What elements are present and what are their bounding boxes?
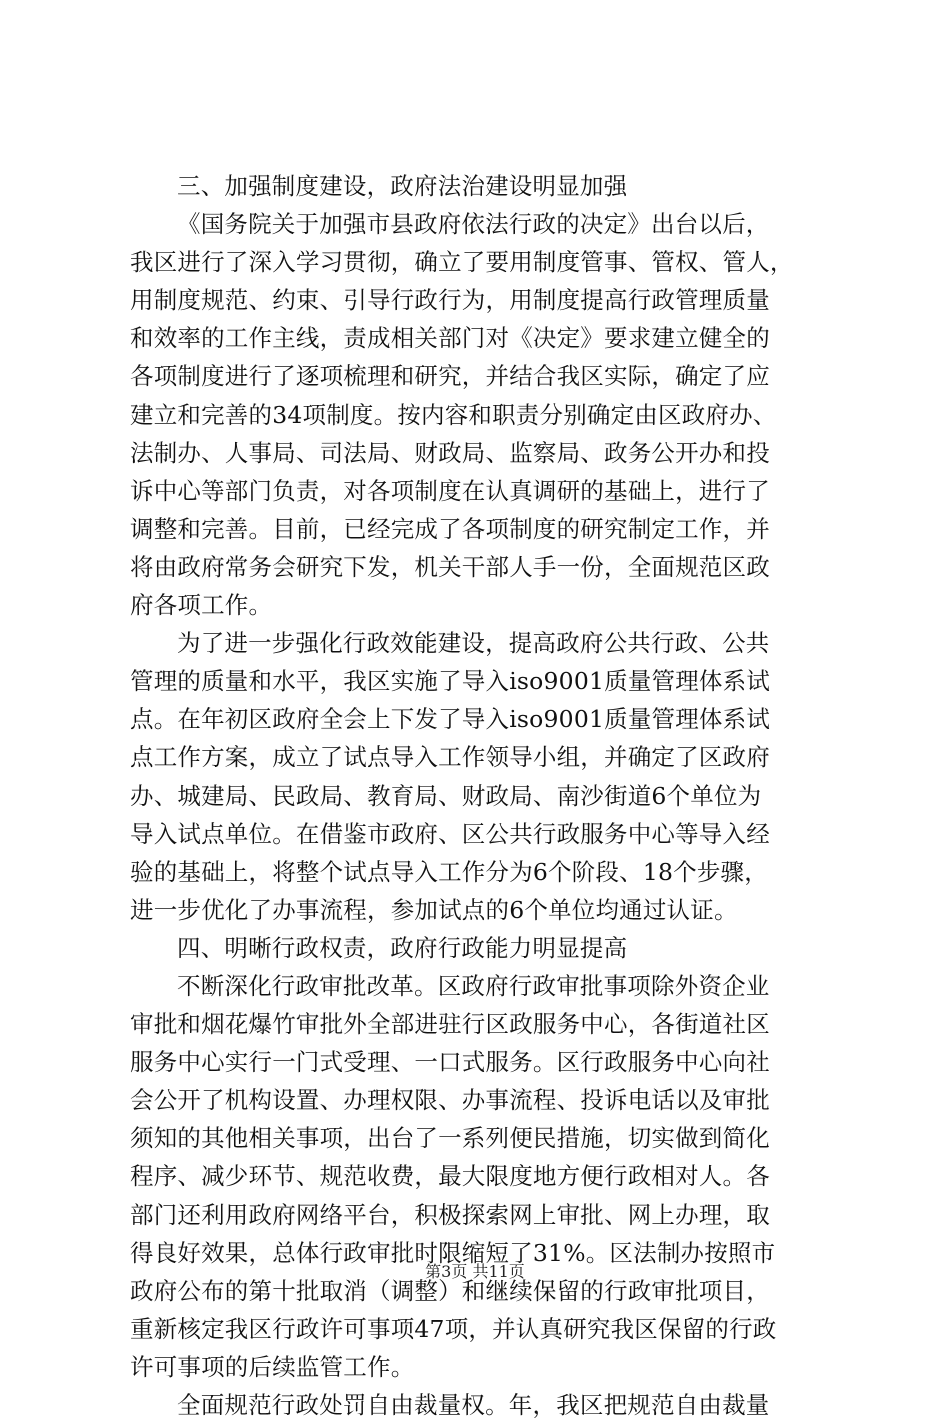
text-line: 不断深化行政审批改革。区政府行政审批事项除外资企业: [177, 971, 770, 1000]
text-line: 验的基础上，将整个试点导入工作分为6个阶段、18个步骤，: [130, 857, 768, 886]
text-line: 各项制度进行了逐项梳理和研究，并结合我区实际，确定了应: [130, 362, 770, 391]
text-line: 府各项工作。: [130, 591, 273, 620]
text-line: 诉中心等部门负责，对各项制度在认真调研的基础上，进行了: [130, 476, 770, 505]
text-line: 和效率的工作主线，责成相关部门对《决定》要求建立健全的: [130, 324, 770, 353]
text-line: 会公开了机构设置、办理权限、办事流程、投诉电话以及审批: [130, 1086, 770, 1115]
text-line: 点。在年初区政府全会上下发了导入iso9001质量管理体系试: [130, 705, 771, 734]
text-line: 全面规范行政处罚自由裁量权。年，我区把规范自由裁量: [177, 1391, 770, 1419]
document-body: [130, 167, 835, 1424]
text-line: 四、明晰行政权责，政府行政能力明显提高: [177, 933, 628, 962]
text-line: 为了进一步强化行政效能建设，提高政府公共行政、公共: [177, 629, 770, 658]
text-line: 程序、减少环节、规范收费，最大限度地方便行政相对人。各: [130, 1162, 770, 1191]
text-line: 调整和完善。目前，已经完成了各项制度的研究制定工作，并: [130, 514, 770, 543]
text-line: 部门还利用政府网络平台，积极探索网上审批、网上办理，取: [130, 1200, 770, 1229]
text-line: 许可事项的后续监管工作。: [130, 1352, 415, 1381]
text-line: 办、城建局、民政局、教育局、财政局、南沙街道6个单位为: [130, 781, 762, 810]
text-line: 点工作方案，成立了试点导入工作领导小组，并确定了区政府: [130, 743, 770, 772]
text-line: 得良好效果，总体行政审批时限缩短了31%。区法制办按照市: [130, 1238, 776, 1267]
text-line: 用制度规范、约束、引导行政行为，用制度提高行政管理质量: [130, 286, 770, 315]
text-line: 导入试点单位。在借鉴市政府、区公共行政服务中心等导入经: [130, 819, 770, 848]
text-line: 政府公布的第十批取消（调整）和继续保留的行政审批项目，: [130, 1276, 770, 1305]
text-line: 须知的其他相关事项，出台了一系列便民措施，切实做到简化: [130, 1124, 770, 1153]
text-line: 审批和烟花爆竹审批外全部进驻行区政服务中心，各街道社区: [130, 1010, 770, 1039]
text-line: 三、加强制度建设，政府法治建设明显加强: [177, 172, 628, 200]
text-line: 建立和完善的34项制度。按内容和职责分别确定由区政府办、: [130, 400, 777, 429]
text-line: 我区进行了深入学习贯彻，确立了要用制度管事、管权、管人，: [130, 248, 794, 277]
text-line: 管理的质量和水平，我区实施了导入iso9001质量管理体系试: [130, 667, 771, 696]
text-line: 法制办、人事局、司法局、财政局、监察局、政务公开办和投: [130, 438, 770, 467]
page-footer: 第3页 共11页: [425, 1262, 525, 1281]
text-line: 《国务院关于加强市县政府依法行政的决定》出台以后，: [177, 210, 770, 239]
text-line: 将由政府常务会研究下发，机关干部人手一份，全面规范区政: [130, 552, 770, 581]
text-line: 进一步优化了办事流程，参加试点的6个单位均通过认证。: [130, 895, 738, 924]
text-line: 重新核定我区行政许可事项47项，并认真研究我区保留的行政: [130, 1314, 777, 1343]
text-line: 服务中心实行一门式受理、一口式服务。区行政服务中心向社: [130, 1048, 770, 1077]
